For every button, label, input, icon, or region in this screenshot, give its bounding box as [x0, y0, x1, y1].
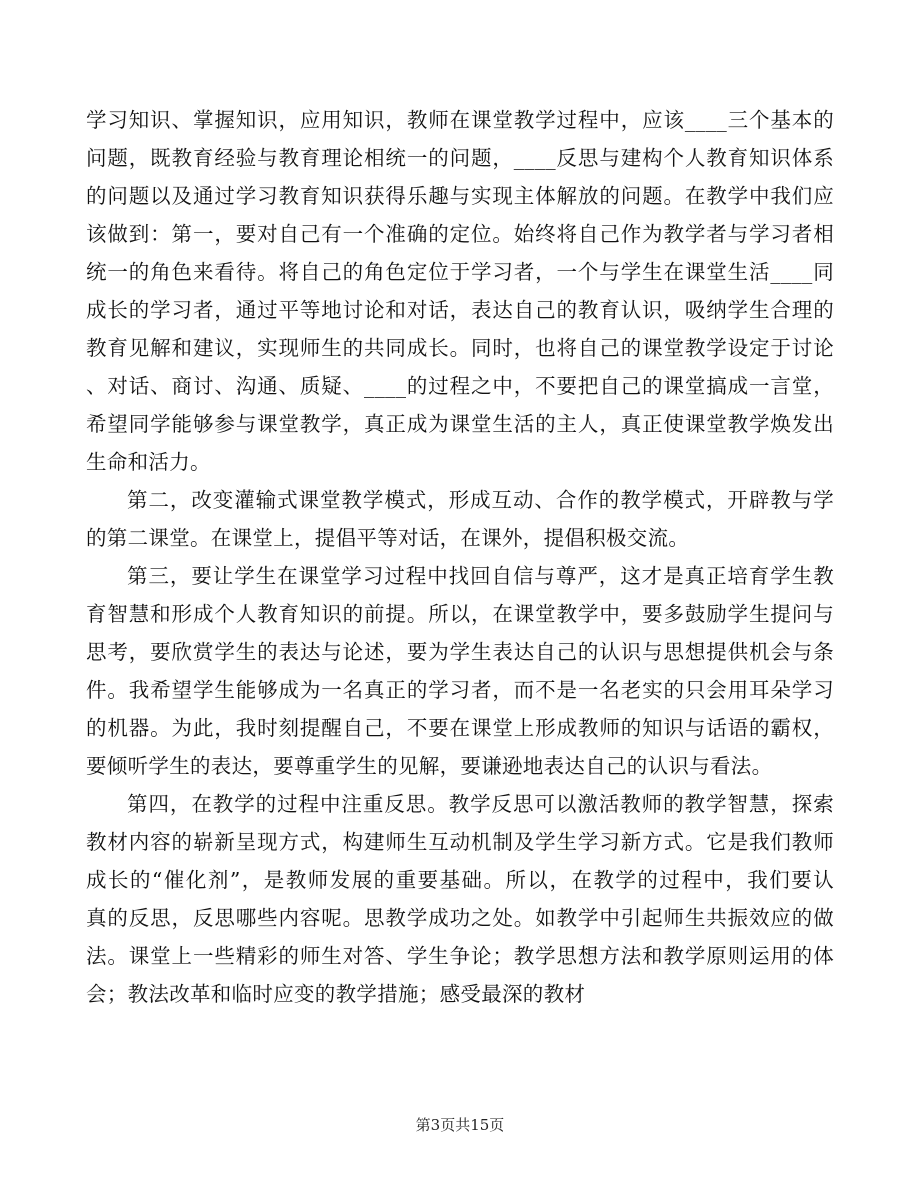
text-line: 真的反思，反思哪些内容呢。思教学成功之处。如教学中引起师生共振效应的做: [86, 906, 834, 930]
text-line: 学习知识、掌握知识，应用知识，教师在课堂教学过程中，应该____三个基本的: [86, 108, 834, 132]
text-line: 该做到：第一，要对自己有一个准确的定位。始终将自己作为教学者与学习者相: [86, 222, 834, 246]
text-line: 件。我希望学生能够成为一名真正的学习者，而不是一名老实的只会用耳朵学习: [86, 678, 834, 702]
text-line: 的机器。为此，我时刻提醒自己，不要在课堂上形成教师的知识与话语的霸权，: [86, 716, 834, 740]
text-line: 、对话、商讨、沟通、质疑、____的过程之中，不要把自己的课堂搞成一言堂，: [86, 374, 834, 398]
paragraph-start-line: 第三，要让学生在课堂学习过程中找回自信与尊严，这才是真正培育学生教: [127, 564, 834, 588]
text-line: 成长的“催化剂”，是教师发展的重要基础。所以，在教学的过程中，我们要认: [86, 868, 834, 892]
paragraph-start-line: 第二，改变灌输式课堂教学模式，形成互动、合作的教学模式，开辟教与学: [127, 488, 834, 512]
text-line: 会；教法改革和临时应变的教学措施；感受最深的教材: [86, 982, 586, 1006]
text-line: 生命和活力。: [86, 450, 211, 474]
text-line: 成长的学习者，通过平等地讨论和对话，表达自己的教育认识，吸纳学生合理的: [86, 298, 834, 322]
text-line: 的第二课堂。在课堂上，提倡平等对话，在课外，提倡积极交流。: [86, 526, 690, 550]
text-line: 统一的角色来看待。将自己的角色定位于学习者，一个与学生在课堂生活____同: [86, 260, 834, 284]
text-line: 教育见解和建议，实现师生的共同成长。同时，也将自己的课堂教学设定于讨论: [86, 336, 834, 360]
page-number-footer: 第3页共15页: [415, 1116, 505, 1134]
text-line: 的问题以及通过学习教育知识获得乐趣与实现主体解放的问题。在教学中我们应: [86, 184, 834, 208]
text-line: 问题，既教育经验与教育理论相统一的问题，____反思与建构个人教育知识体系: [86, 146, 834, 170]
text-line: 希望同学能够参与课堂教学，真正成为课堂生活的主人，真正使课堂教学焕发出: [86, 412, 834, 436]
document-body: [86, 101, 834, 1013]
text-line: 要倾听学生的表达，要尊重学生的见解，要谦逊地表达自己的认识与看法。: [86, 754, 773, 778]
text-line: 育智慧和形成个人教育知识的前提。所以，在课堂教学中，要多鼓励学生提问与: [86, 602, 834, 626]
text-line: 教材内容的崭新呈现方式，构建师生互动机制及学生学习新方式。它是我们教师: [86, 830, 834, 854]
text-line: 思考，要欣赏学生的表达与论述，要为学生表达自己的认识与思想提供机会与条: [86, 640, 834, 664]
paragraph-start-line: 第四，在教学的过程中注重反思。教学反思可以激活教师的教学智慧，探索: [127, 792, 834, 816]
text-line: 法。课堂上一些精彩的师生对答、学生争论；教学思想方法和教学原则运用的体: [86, 944, 834, 968]
